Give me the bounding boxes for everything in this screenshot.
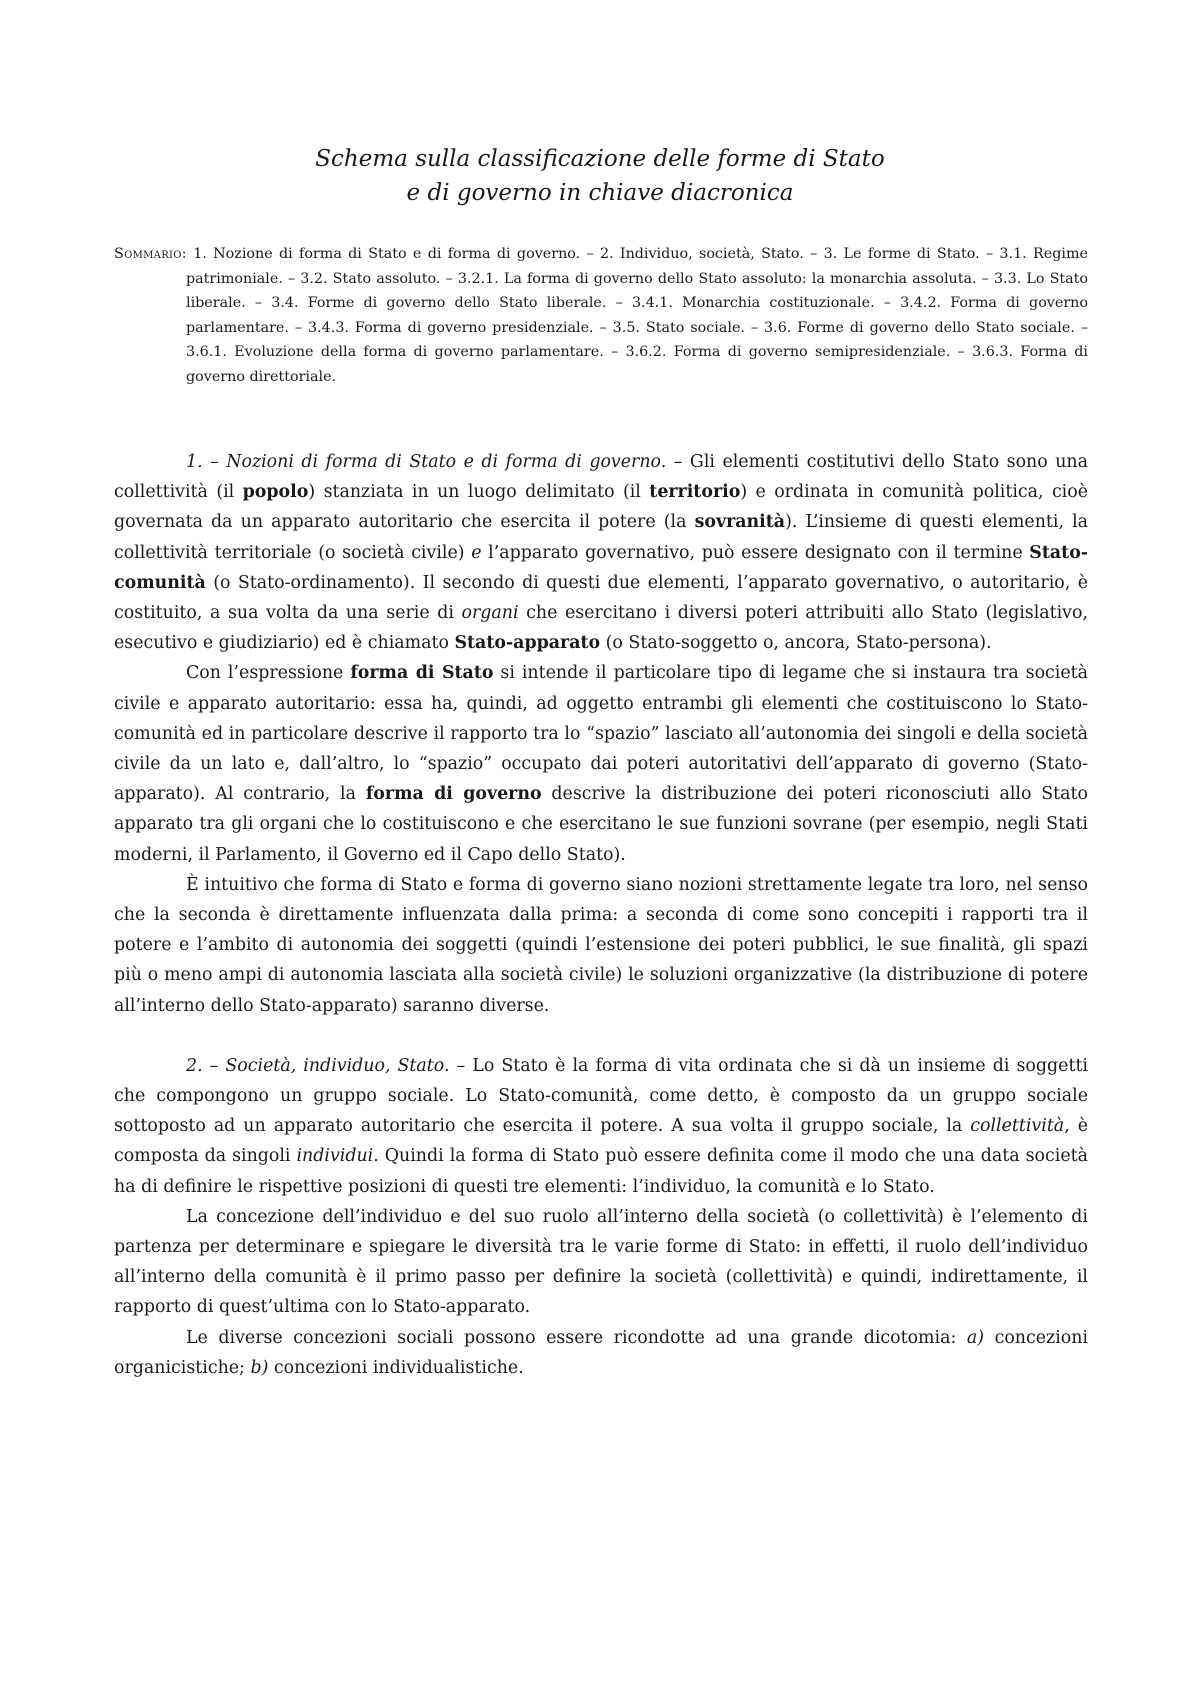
term-stato-comunita: Stato-comunità [114, 542, 1089, 593]
title-line-1: Schema sulla classificazione delle forme di Stato [315, 146, 885, 172]
table-of-contents-summary [114, 242, 1088, 389]
text-run: . Quindi la forma di Stato può essere definita come il modo che una data società ha di definire le rispettive posizioni di questi tre elementi: l’individuo, la comunità e lo Stato. [114, 1146, 1088, 1197]
text-run: ) e ordinata in comunità politica, cioè governata da un apparato autoritario che esercita il potere (la [114, 482, 1089, 533]
text-run: Le diverse concezioni sociali possono essere ricondotte ad una grande dicotomia: [186, 1327, 967, 1348]
text-run: concezioni organicistiche; [114, 1327, 1088, 1378]
section-1-heading: 1. – Nozioni di forma di Stato e di forma di governo. [186, 452, 667, 472]
text-run: ). L’insieme di questi elementi, la collettività territoriale (o società civile) [114, 512, 1088, 563]
text-run: concezioni individualistiche. [268, 1357, 524, 1378]
italic-b: b) [250, 1357, 269, 1378]
text-run: – Lo Stato è la forma di vita ordinata che si dà un insieme di soggetti che compongono un gruppo sociale. Lo Stato-comunità, come detto, è composto da un gruppo sociale sottoposto ad un apparato autoritario che esercita il potere. A sua volta il gruppo sociale, la [114, 1055, 1088, 1137]
section-2-paragraph-1 [114, 1051, 1088, 1202]
text-run: l’apparato governativo, può essere designato con il termine [481, 542, 1030, 563]
section-2-heading: 2. – Società, individuo, Stato. [186, 1055, 450, 1076]
summary-label: Sommario: [114, 246, 187, 262]
text-run: Con l’espressione [186, 663, 351, 684]
italic-organi: organi [461, 603, 519, 624]
section-1-paragraph-2 [114, 658, 1088, 869]
term-sovranita: sovranità [694, 512, 786, 533]
section-1-paragraph-3: È intuitivo che forma di Stato e forma di governo siano nozioni strettamente legate tra loro, nel senso che la seconda è direttamente influenzata dalla prima: a seconda di come sono concepiti i rapporti tra il potere e l’ambito di autonomia dei soggetti (quindi l’estensione dei poteri pubblici, le sue finalità, gli spazi più o meno ampi di autonomia lasciata alla società civile) le soluzioni organizzative (la distribuzione di potere all’interno dello Stato-apparato) saranno diverse. [114, 874, 1088, 1016]
text-run: ) stanziata in un luogo delimitato (il [308, 482, 650, 503]
text-run: (o Stato-ordinamento). Il secondo di questi due elementi, l’apparato governativo, o autoritario, è costituito, a sua volta da una serie di [114, 572, 1088, 624]
italic-a: a) [966, 1327, 985, 1348]
section-2-paragraph-2: La concezione dell’individuo e del suo ruolo all’interno della società (o collettività) è l’elemento di partenza per determinare e spiegare le diversità tra le varie forme di Stato: in effetti, il ruolo dell’individuo all’interno della comunità è il primo passo per definire la società (collettività) e quindi, indirettamente, il rapporto di quest’ultima con lo Stato-apparato. [114, 1206, 1088, 1318]
term-forma-di-stato: forma di Stato [350, 663, 494, 684]
document-title [0, 142, 1200, 210]
section-2-paragraph-3 [114, 1323, 1088, 1383]
document-body [114, 447, 1088, 1383]
term-territorio: territorio [649, 482, 741, 503]
term-popolo: popolo [242, 482, 309, 503]
text-run: si intende il particolare tipo di legame che si instaura tra società civile e apparato autoritario: essa ha, quindi, ad oggetto entrambi gli elementi che costituiscono lo Stato-comunità ed in particolare descrive il rapporto tra lo “spazio” lasciato all’autonomia dei singoli e della società civile da un lato e, dall’altro, lo “spazio” occupato dai poteri autoritativi dell’apparato di governo (Stato-apparato). Al contrario, la [114, 663, 1089, 805]
text-run: descrive la distribuzione dei poteri riconosciuti allo Stato apparato tra gli organi che lo costituiscono e che esercitano le sue funzioni sovrane (per esempio, negli Stati moderni, il Parlamento, il Governo ed il Capo dello Stato). [114, 784, 1088, 865]
text-run: (o Stato-soggetto o, ancora, Stato-persona). [600, 633, 992, 654]
text-run: – Gli elementi costitutivi dello Stato sono una collettività (il [114, 452, 1088, 503]
title-line-2: e di governo in chiave diacronica [406, 180, 794, 206]
italic-e: e [471, 542, 482, 563]
term-stato-apparato: Stato-apparato [454, 633, 601, 654]
italic-collettivita: collettività [970, 1116, 1065, 1137]
section-1-paragraph-1 [114, 447, 1088, 658]
term-forma-di-governo: forma di governo [365, 784, 542, 805]
text-run: che esercitano i diversi poteri attribuiti allo Stato (legislativo, esecutivo e giudiziario) ed è chiamato [114, 603, 1088, 654]
summary-text: 1. Nozione di forma di Stato e di forma di governo. – 2. Individuo, società, Stato. – 3. Le forme di Stato. – 3.1. Regime patrimoniale. – 3.2. Stato assoluto. – 3.2.1. La forma di governo dello Stato assoluto: la monarchia assoluta. – 3.3. Lo Stato liberale. – 3.4. Forme di governo dello Stato liberale. – 3.4.1. Monarchia costituzionale. – 3.4.2. Forma di governo parlamentare. – 3.4.3. Forma di governo presidenziale. – 3.5. Stato sociale. – 3.6. Forme di governo dello Stato sociale. – 3.6.1. Evoluzione della forma di governo parlamentare. – 3.6.2. Forma di governo semipresidenziale. – 3.6.3. Forma di governo direttoriale. [186, 246, 1088, 385]
italic-individui: individui [296, 1146, 374, 1167]
text-run: , è composta da singoli [114, 1116, 1088, 1167]
